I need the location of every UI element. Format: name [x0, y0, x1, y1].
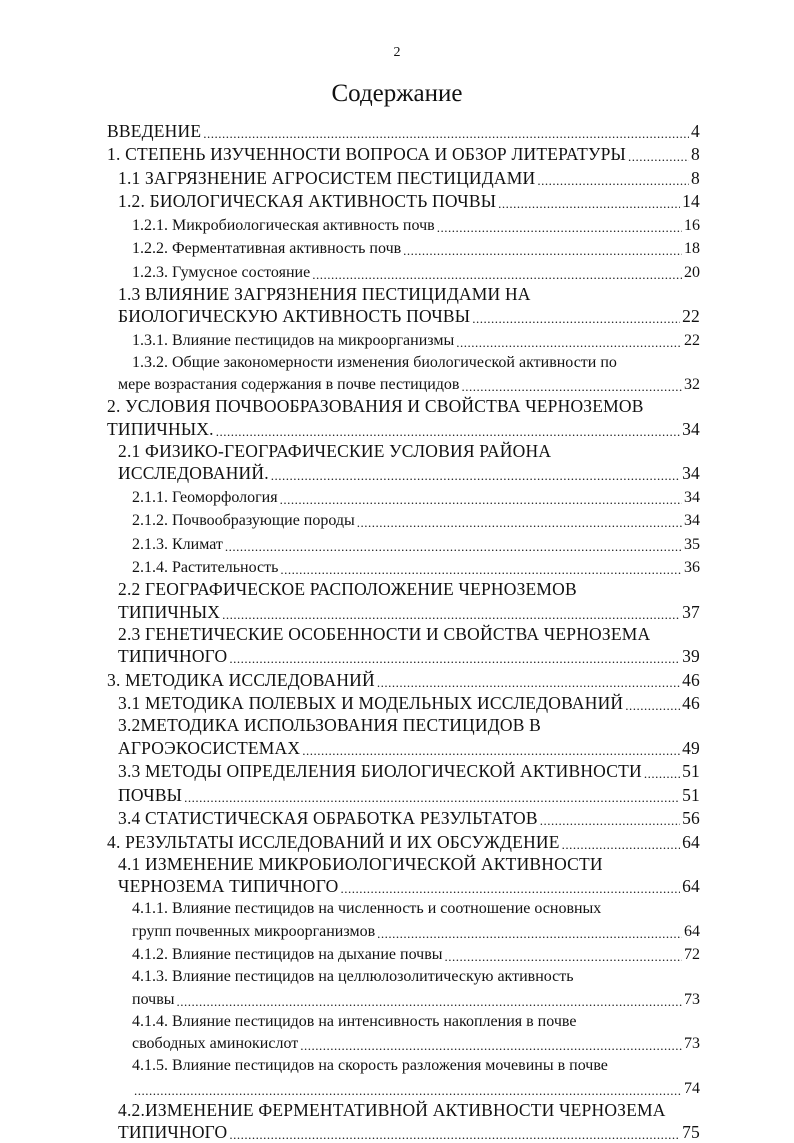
toc-entry[interactable]: 1.2. БИОЛОГИЧЕСКАЯ АКТИВНОСТЬ ПОЧВЫ ..... 14	[0, 189, 700, 213]
toc-entry[interactable]: АГРОЭКОСИСТЕМАХ ..... 49	[0, 735, 700, 759]
toc-entry-line[interactable]: 4.1 ИЗМЕНЕНИЕ МИКРОБИОЛОГИЧЕСКОЙ АКТИВНОСТИ	[0, 853, 700, 874]
toc-entry[interactable]: 3.1 МЕТОДИКА ПОЛЕВЫХ И МОДЕЛЬНЫХ ИССЛЕДОВАНИЙ ..... 46	[0, 691, 700, 715]
toc-entry[interactable]: ВВЕДЕНИЕ ..... 4	[0, 118, 700, 142]
toc-entry[interactable]: ПОЧВЫ ..... 51	[0, 782, 700, 806]
toc-entry[interactable]: 3. МЕТОДИКА ИССЛЕДОВАНИЙ ..... 46	[0, 667, 700, 691]
toc-entry[interactable]: 2.1.3. Климат ..... 35	[0, 531, 700, 555]
toc-entry[interactable]: ТИПИЧНОГО ..... 39	[0, 644, 700, 668]
toc-entry[interactable]: 2.1.1. Геоморфология ..... 34	[0, 484, 700, 508]
toc-entry-line[interactable]: 4.1.5. Влияние пестицидов на скорость разложения мочевины в почве	[0, 1054, 700, 1075]
page-title: Содержание	[0, 80, 794, 108]
toc-entry[interactable]: БИОЛОГИЧЕСКУЮ АКТИВНОСТЬ ПОЧВЫ ..... 22	[0, 304, 700, 328]
toc-entry[interactable]: ТИПИЧНЫХ ..... 37	[0, 599, 700, 623]
toc-entry[interactable]: мере возрастания содержания в почве пестицидов ..... 32	[0, 372, 700, 396]
toc-entry[interactable]: 2.1.4. Растительность ..... 36	[0, 555, 700, 579]
toc-entry[interactable]: 2.1.2. Почвообразующие породы ..... 34	[0, 508, 700, 532]
toc-entry[interactable]: ТИПИЧНОГО ..... 75	[0, 1120, 700, 1143]
toc-entry-line[interactable]: 4.1.4. Влияние пестицидов на интенсивность накопления в почве	[0, 1010, 700, 1031]
page-number: 2	[0, 45, 794, 61]
toc-entry[interactable]: 4.1.2. Влияние пестицидов на дыхание почвы ..... 72	[0, 942, 700, 966]
toc-entry-line[interactable]: 2.1 ФИЗИКО-ГЕОГРАФИЧЕСКИЕ УСЛОВИЯ РАЙОНА	[0, 440, 700, 461]
table-of-contents	[0, 118, 794, 1143]
toc-entry-line[interactable]: 4.1.1. Влияние пестицидов на численность и соотношение основных	[0, 897, 700, 918]
toc-entry[interactable]: 1.1 ЗАГРЯЗНЕНИЕ АГРОСИСТЕМ ПЕСТИЦИДАМИ ..... 8	[0, 165, 700, 189]
toc-entry[interactable]: 3.3 МЕТОДЫ ОПРЕДЕЛЕНИЯ БИОЛОГИЧЕСКОЙ АКТИВНОСТИ ..... 51	[0, 759, 700, 783]
toc-entry[interactable]: ЧЕРНОЗЕМА ТИПИЧНОГО ..... 64	[0, 874, 700, 898]
toc-entry[interactable]: 1.2.2. Ферментативная активность почв ..... 18	[0, 236, 700, 260]
toc-entry[interactable]: ТИПИЧНЫХ. ..... 34	[0, 416, 700, 440]
toc-entry-line[interactable]: 3.2МЕТОДИКА ИСПОЛЬЗОВАНИЯ ПЕСТИЦИДОВ В	[0, 714, 700, 735]
toc-entry[interactable]: 1. СТЕПЕНЬ ИЗУЧЕННОСТИ ВОПРОСА И ОБЗОР ЛИТЕРАТУРЫ ..... 8	[0, 142, 700, 166]
toc-entry[interactable]: 1.2.1. Микробиологическая активность почв ..... 16	[0, 212, 700, 236]
toc-entry-line[interactable]: 1.3 ВЛИЯНИЕ ЗАГРЯЗНЕНИЯ ПЕСТИЦИДАМИ НА	[0, 283, 700, 304]
toc-entry[interactable]: 4. РЕЗУЛЬТАТЫ ИССЛЕДОВАНИЙ И ИХ ОБСУЖДЕНИЕ ..... 64	[0, 829, 700, 853]
toc-entry[interactable]: 1.3.1. Влияние пестицидов на микроорганизмы ..... 22	[0, 327, 700, 351]
toc-entry[interactable]: почвы ..... 73	[0, 986, 700, 1010]
toc-entry-line[interactable]: 4.1.3. Влияние пестицидов на целлюлозолитическую активность	[0, 965, 700, 986]
toc-entry-line[interactable]: 2.3 ГЕНЕТИЧЕСКИЕ ОСОБЕННОСТИ И СВОЙСТВА ЧЕРНОЗЕМА	[0, 623, 700, 644]
toc-entry[interactable]: ..... 74	[0, 1075, 700, 1099]
toc-entry[interactable]: 1.2.3. Гумусное состояние ..... 20	[0, 259, 700, 283]
toc-entry-line[interactable]: 4.2.ИЗМЕНЕНИЕ ФЕРМЕНТАТИВНОЙ АКТИВНОСТИ ЧЕРНОЗЕМА	[0, 1099, 700, 1120]
toc-entry-line[interactable]: 2. УСЛОВИЯ ПОЧВООБРАЗОВАНИЯ И СВОЙСТВА ЧЕРНОЗЕМОВ	[0, 395, 700, 416]
toc-entry[interactable]: свободных аминокислот ..... 73	[0, 1031, 700, 1055]
toc-entry[interactable]: групп почвенных микроорганизмов ..... 64	[0, 918, 700, 942]
toc-entry-line[interactable]: 2.2 ГЕОГРАФИЧЕСКОЕ РАСПОЛОЖЕНИЕ ЧЕРНОЗЕМОВ	[0, 578, 700, 599]
toc-entry[interactable]: 3.4 СТАТИСТИЧЕСКАЯ ОБРАБОТКА РЕЗУЛЬТАТОВ ..... 56	[0, 806, 700, 830]
toc-entry[interactable]: ИССЛЕДОВАНИЙ. ..... 34	[0, 461, 700, 485]
toc-entry-line[interactable]: 1.3.2. Общие закономерности изменения биологической активности по	[0, 351, 700, 372]
